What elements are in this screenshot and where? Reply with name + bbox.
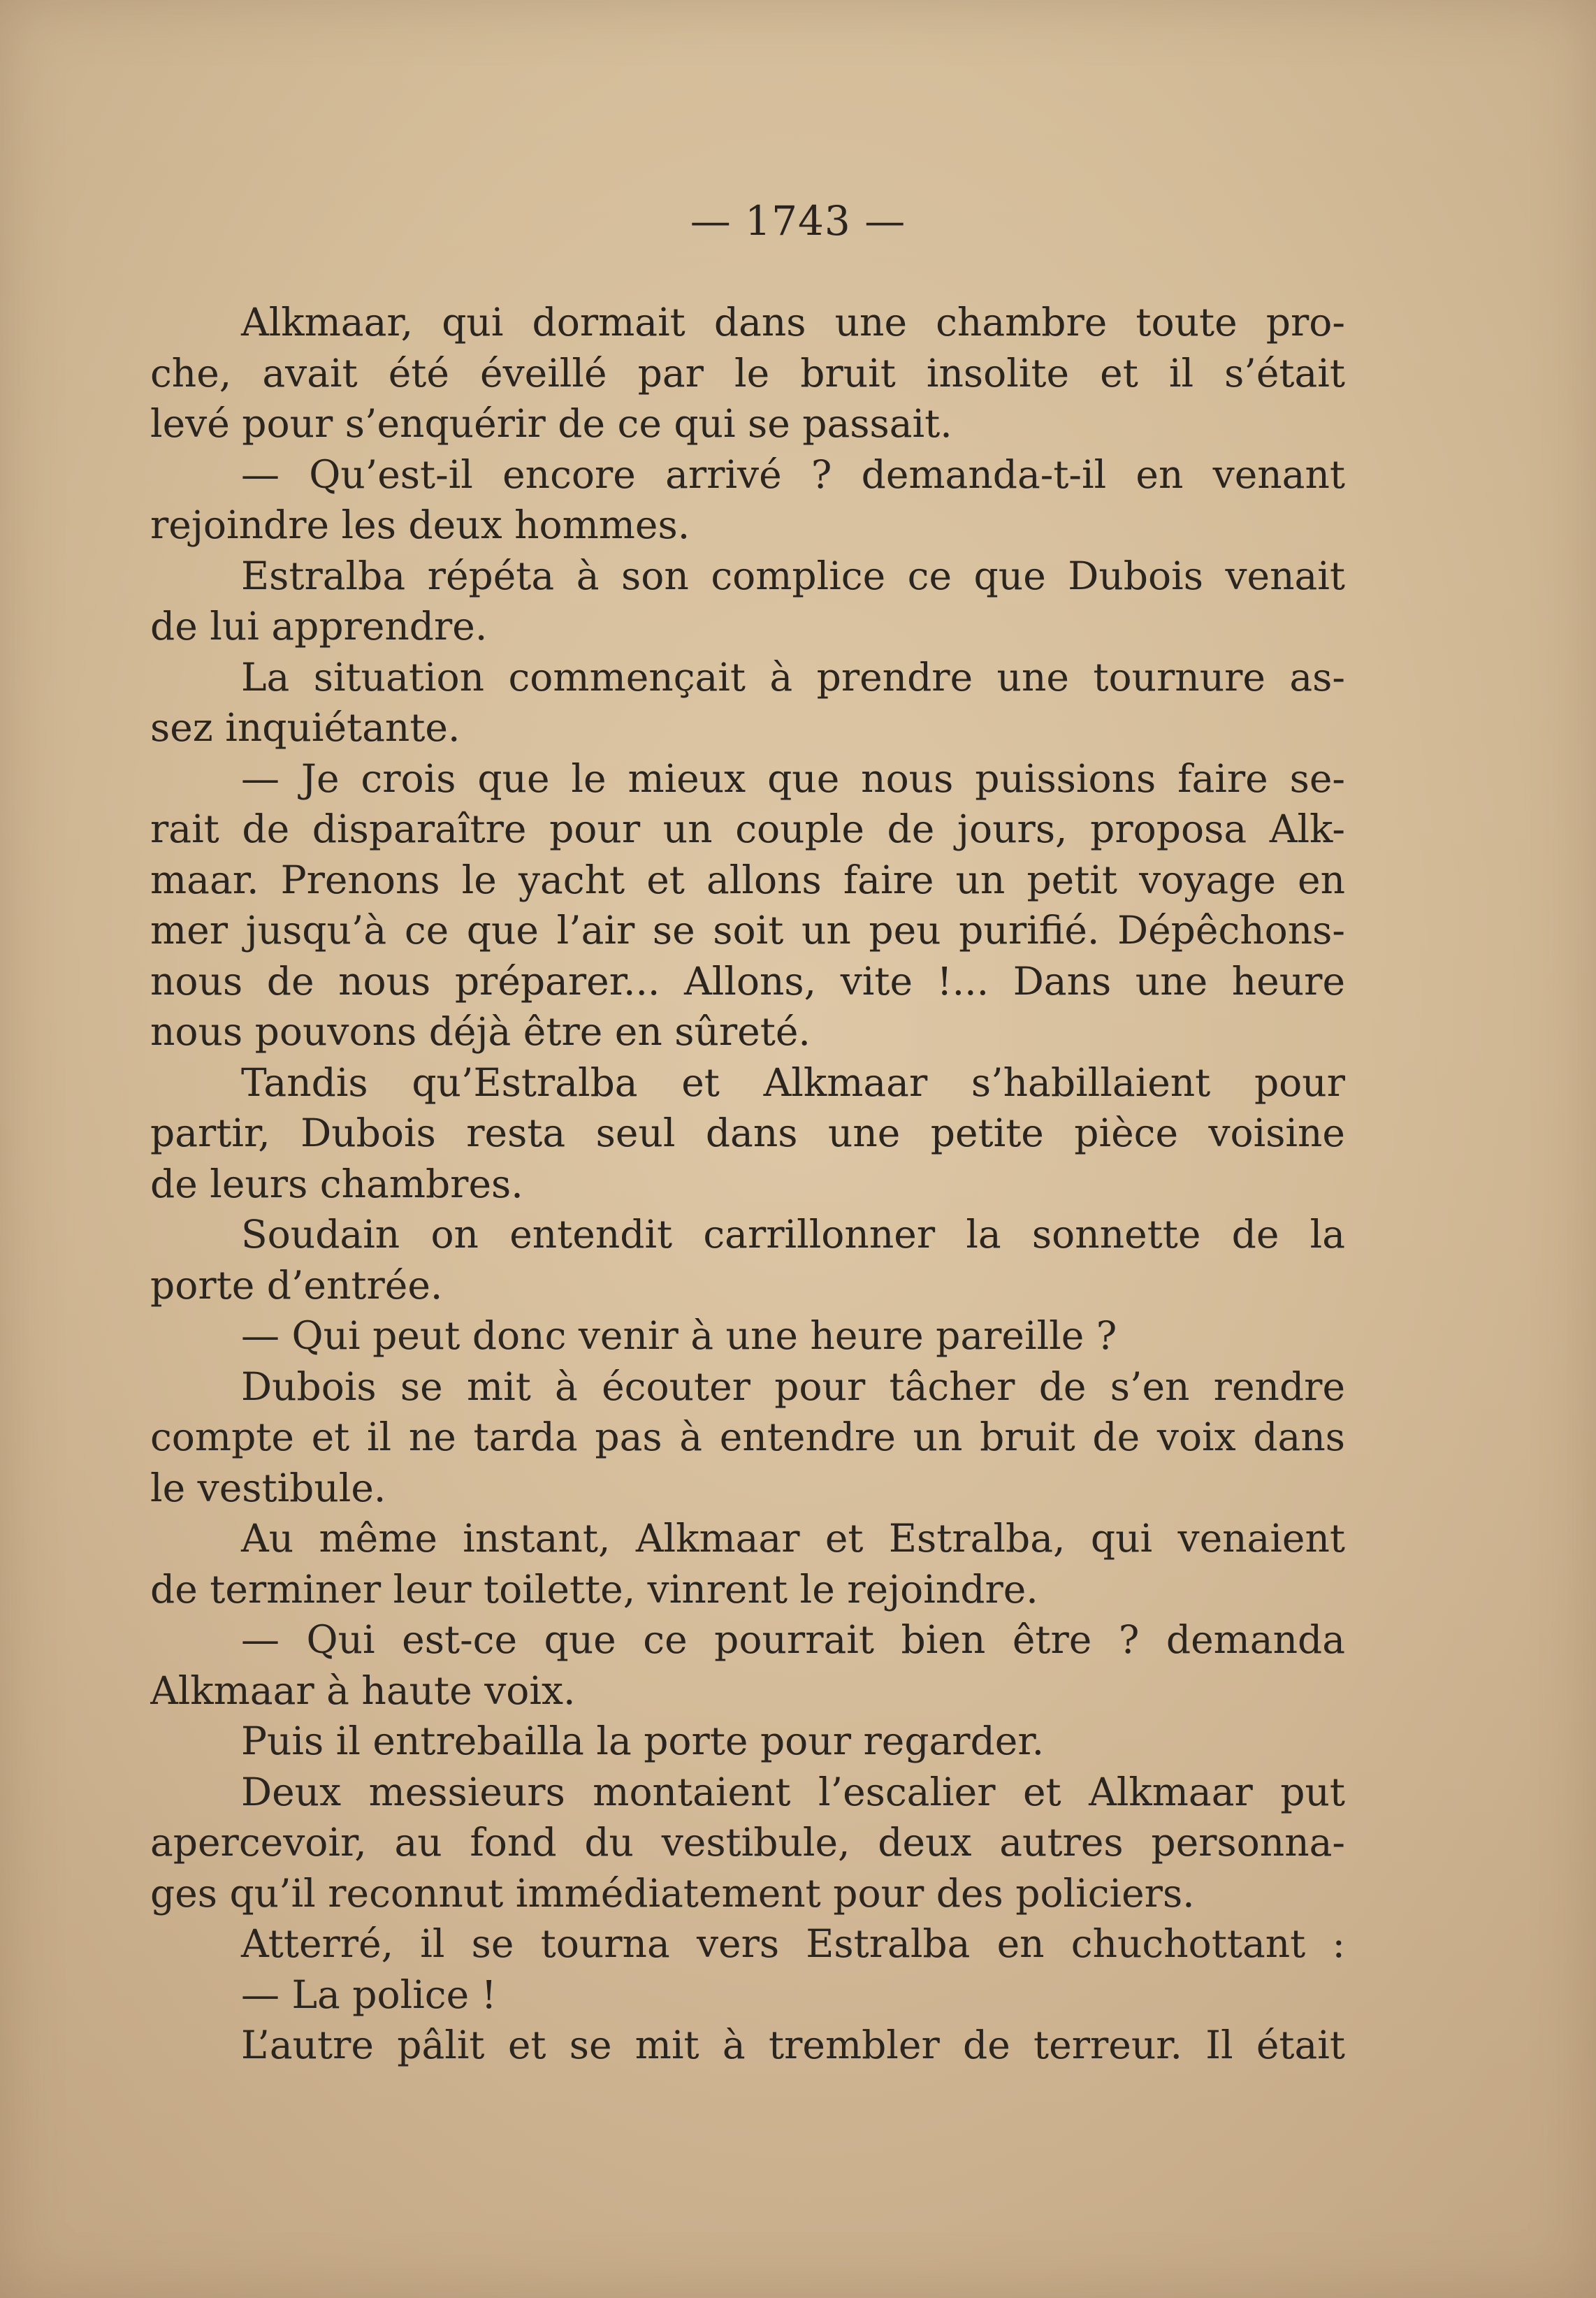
text-line: Deux messieurs montaient l’escalier et Alkmaar put: [241, 1769, 1345, 1814]
text-line: le vestibule.: [150, 1465, 386, 1510]
body-text: [150, 297, 1345, 2071]
text-line: porte d’entrée.: [150, 1262, 443, 1308]
text-line: Au même instant, Alkmaar et Estralba, qui venaient: [241, 1516, 1345, 1561]
text-line: Tandis qu’Estralba et Alkmaar s’habillaient pour: [241, 1060, 1345, 1105]
text-line: — Qu’est-il encore arrivé ? demanda-t-il en venant: [241, 451, 1345, 497]
text-line: Alkmaar, qui dormait dans une chambre toute pro-: [241, 300, 1345, 345]
text-line: Alkmaar à haute voix.: [150, 1668, 576, 1713]
text-line: nous pouvons déjà être en sûreté.: [150, 1009, 811, 1054]
text-line: L’autre pâlit et se mit à trembler de terreur. Il était: [241, 2023, 1345, 2067]
text-line: Puis il entrebailla la porte pour regarder.: [241, 1719, 1045, 1763]
text-line: compte et il ne tarda pas à entendre un bruit de voix dans: [150, 1415, 1345, 1459]
text-line: de leurs chambres.: [150, 1161, 523, 1206]
text-line: — Je crois que le mieux que nous puissions faire se-: [241, 756, 1345, 801]
text-line: — Qui est-ce que ce pourrait bien être ? demanda: [241, 1617, 1345, 1662]
text-line: de lui apprendre.: [150, 604, 488, 649]
text-line: ges qu’il reconnut immédiatement pour des policiers.: [150, 1870, 1195, 1916]
text-line: partir, Dubois resta seul dans une petite pièce voisine: [150, 1111, 1345, 1155]
text-line: — Qui peut donc venir à une heure pareille ?: [241, 1313, 1117, 1358]
text-line: sez inquiétante.: [150, 705, 460, 750]
text-line: maar. Prenons le yacht et allons faire un petit voyage en: [150, 857, 1345, 902]
page-number: — 1743 —: [690, 197, 906, 245]
text-line: apercevoir, au fond du vestibule, deux autres personna-: [150, 1820, 1345, 1865]
text-line: rait de disparaître pour un couple de jours, proposa Alk-: [150, 807, 1345, 851]
text-line: Soudain on entendit carrillonner la sonnette de la: [241, 1212, 1345, 1257]
text-line: — La police !: [241, 1972, 497, 2017]
text-line: La situation commençait à prendre une tournure as-: [241, 654, 1345, 700]
text-line: Estralba répéta à son complice ce que Dubois venait: [241, 553, 1345, 598]
text-line: Atterré, il se tourna vers Estralba en chuchottant :: [241, 1921, 1345, 1966]
text-line: rejoindre les deux hommes.: [150, 503, 690, 547]
text-line: levé pour s’enquérir de ce qui se passait.: [150, 401, 952, 446]
text-line: Dubois se mit à écouter pour tâcher de s’en rendre: [241, 1364, 1345, 1409]
text-line: mer jusqu’à ce que l’air se soit un peu purifié. Dépêchons-: [150, 908, 1345, 953]
text-line: nous de nous préparer... Allons, vite !... Dans une heure: [150, 958, 1345, 1004]
text-line: che, avait été éveillé par le bruit insolite et il s’était: [150, 350, 1345, 396]
text-line: de terminer leur toilette, vinrent le rejoindre.: [150, 1566, 1038, 1612]
